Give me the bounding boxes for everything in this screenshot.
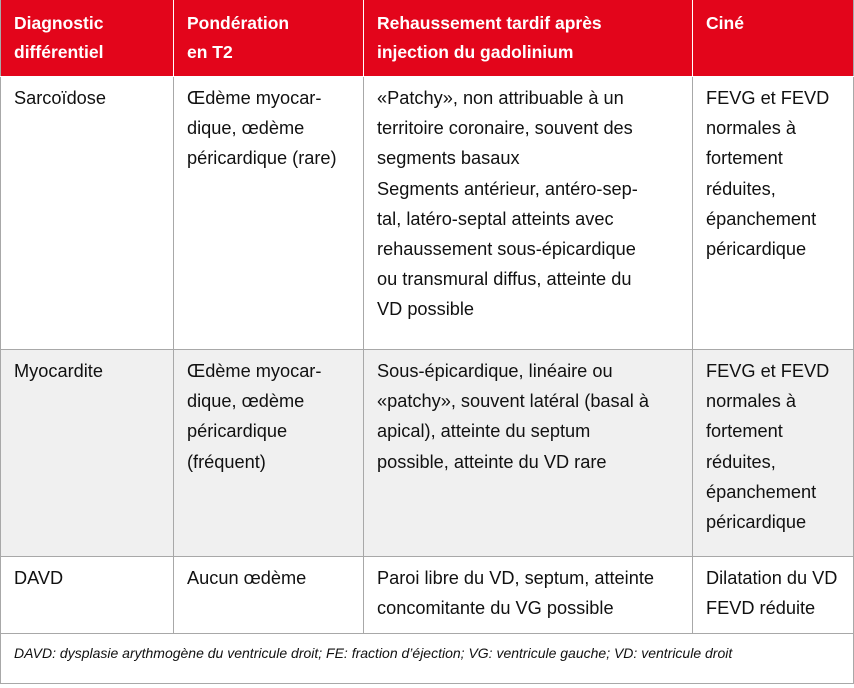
cell-line: réduites, [706, 178, 776, 199]
cell-line: VD possible [377, 299, 475, 320]
header-line: différentiel [14, 42, 104, 62]
cell-diagnosis [1, 350, 174, 557]
cell-line: épanchement [706, 208, 817, 229]
cell-gadolinium [364, 557, 693, 634]
cell-line: (fréquent) [187, 451, 266, 472]
cell-line: dique, œdème [187, 391, 305, 412]
table-row-sarcoidosis [1, 77, 854, 350]
table-footnote: DAVD: dysplasie arythmogène du ventricule droit; FE: fraction d’éjection; VG: ventricule gauche; VD: ventricule droit [1, 634, 854, 684]
cell-line: FEVG et FEVD [706, 88, 830, 108]
cell-line: tal, latéro-septal atteints avec [377, 208, 614, 229]
cell-cine [693, 77, 854, 350]
cell-line: Paroi libre du VD, septum, atteinte [377, 568, 654, 588]
cell-line: Dilatation du VD [706, 568, 838, 588]
cell-line: concomitante du VG possible [377, 598, 614, 619]
cell-line: «Patchy», non attribuable à un [377, 88, 624, 108]
cell-line: réduites, [706, 451, 776, 472]
cell-cine [693, 350, 854, 557]
header-diagnosis [1, 0, 174, 77]
cell-line: possible, atteinte du VD rare [377, 451, 607, 472]
cell-line: «patchy», souvent latéral (basal à [377, 391, 649, 412]
header-late-gadolinium [364, 0, 693, 77]
cell-diagnosis [1, 557, 174, 634]
cell-line: épanchement [706, 481, 817, 502]
header-row [1, 0, 854, 77]
table-row-davd [1, 557, 854, 634]
cell-line: normales à [706, 118, 796, 139]
cell-line: péricardique [187, 421, 288, 442]
cell-line: Myocardite [14, 361, 103, 381]
cell-line: rehaussement sous-épicardique [377, 239, 636, 260]
cell-diagnosis [1, 77, 174, 350]
cell-gadolinium [364, 77, 693, 350]
header-cine [693, 0, 854, 77]
cell-line: dique, œdème [187, 118, 305, 139]
cell-line: apical), atteinte du septum [377, 421, 591, 442]
header-line: Rehaussement tardif après [377, 13, 602, 33]
cell-line: normales à [706, 391, 796, 412]
cell-t2 [174, 557, 364, 634]
cell-line: péricardique [706, 512, 807, 533]
header-line: Diagnostic [14, 13, 104, 33]
cell-line: territoire coronaire, souvent des [377, 118, 633, 139]
cell-line: Œdème myocar- [187, 88, 322, 108]
cell-t2 [174, 350, 364, 557]
cell-line: Sarcoïdose [14, 88, 107, 108]
cell-cine [693, 557, 854, 634]
footnote-row [1, 634, 854, 684]
header-line: Pondération [187, 13, 290, 33]
table-row-myocarditis [1, 350, 854, 557]
cell-line: péricardique [706, 239, 807, 260]
table-body [1, 77, 854, 684]
cell-line: péricardique (rare) [187, 148, 337, 169]
cell-line: FEVG et FEVD [706, 361, 830, 381]
cell-t2 [174, 77, 364, 350]
header-t2-weighting [174, 0, 364, 77]
header-line: en T2 [187, 42, 233, 62]
cell-line: Aucun œdème [187, 568, 307, 588]
cell-line: Œdème myocar- [187, 361, 322, 381]
cell-line: segments basaux [377, 148, 520, 169]
cell-line: Sous-épicardique, linéaire ou [377, 361, 613, 381]
table-header [1, 0, 854, 77]
header-line: Ciné [706, 13, 744, 33]
cell-line: DAVD [14, 568, 64, 588]
cell-line: Segments antérieur, antéro-sep- [377, 178, 638, 199]
cell-line: FEVD réduite [706, 598, 816, 619]
cell-line: fortement [706, 148, 783, 169]
cell-line: ou transmural diffus, atteinte du [377, 269, 632, 290]
cell-gadolinium [364, 350, 693, 557]
cell-line: fortement [706, 421, 783, 442]
header-line: injection du gadolinium [377, 42, 574, 62]
